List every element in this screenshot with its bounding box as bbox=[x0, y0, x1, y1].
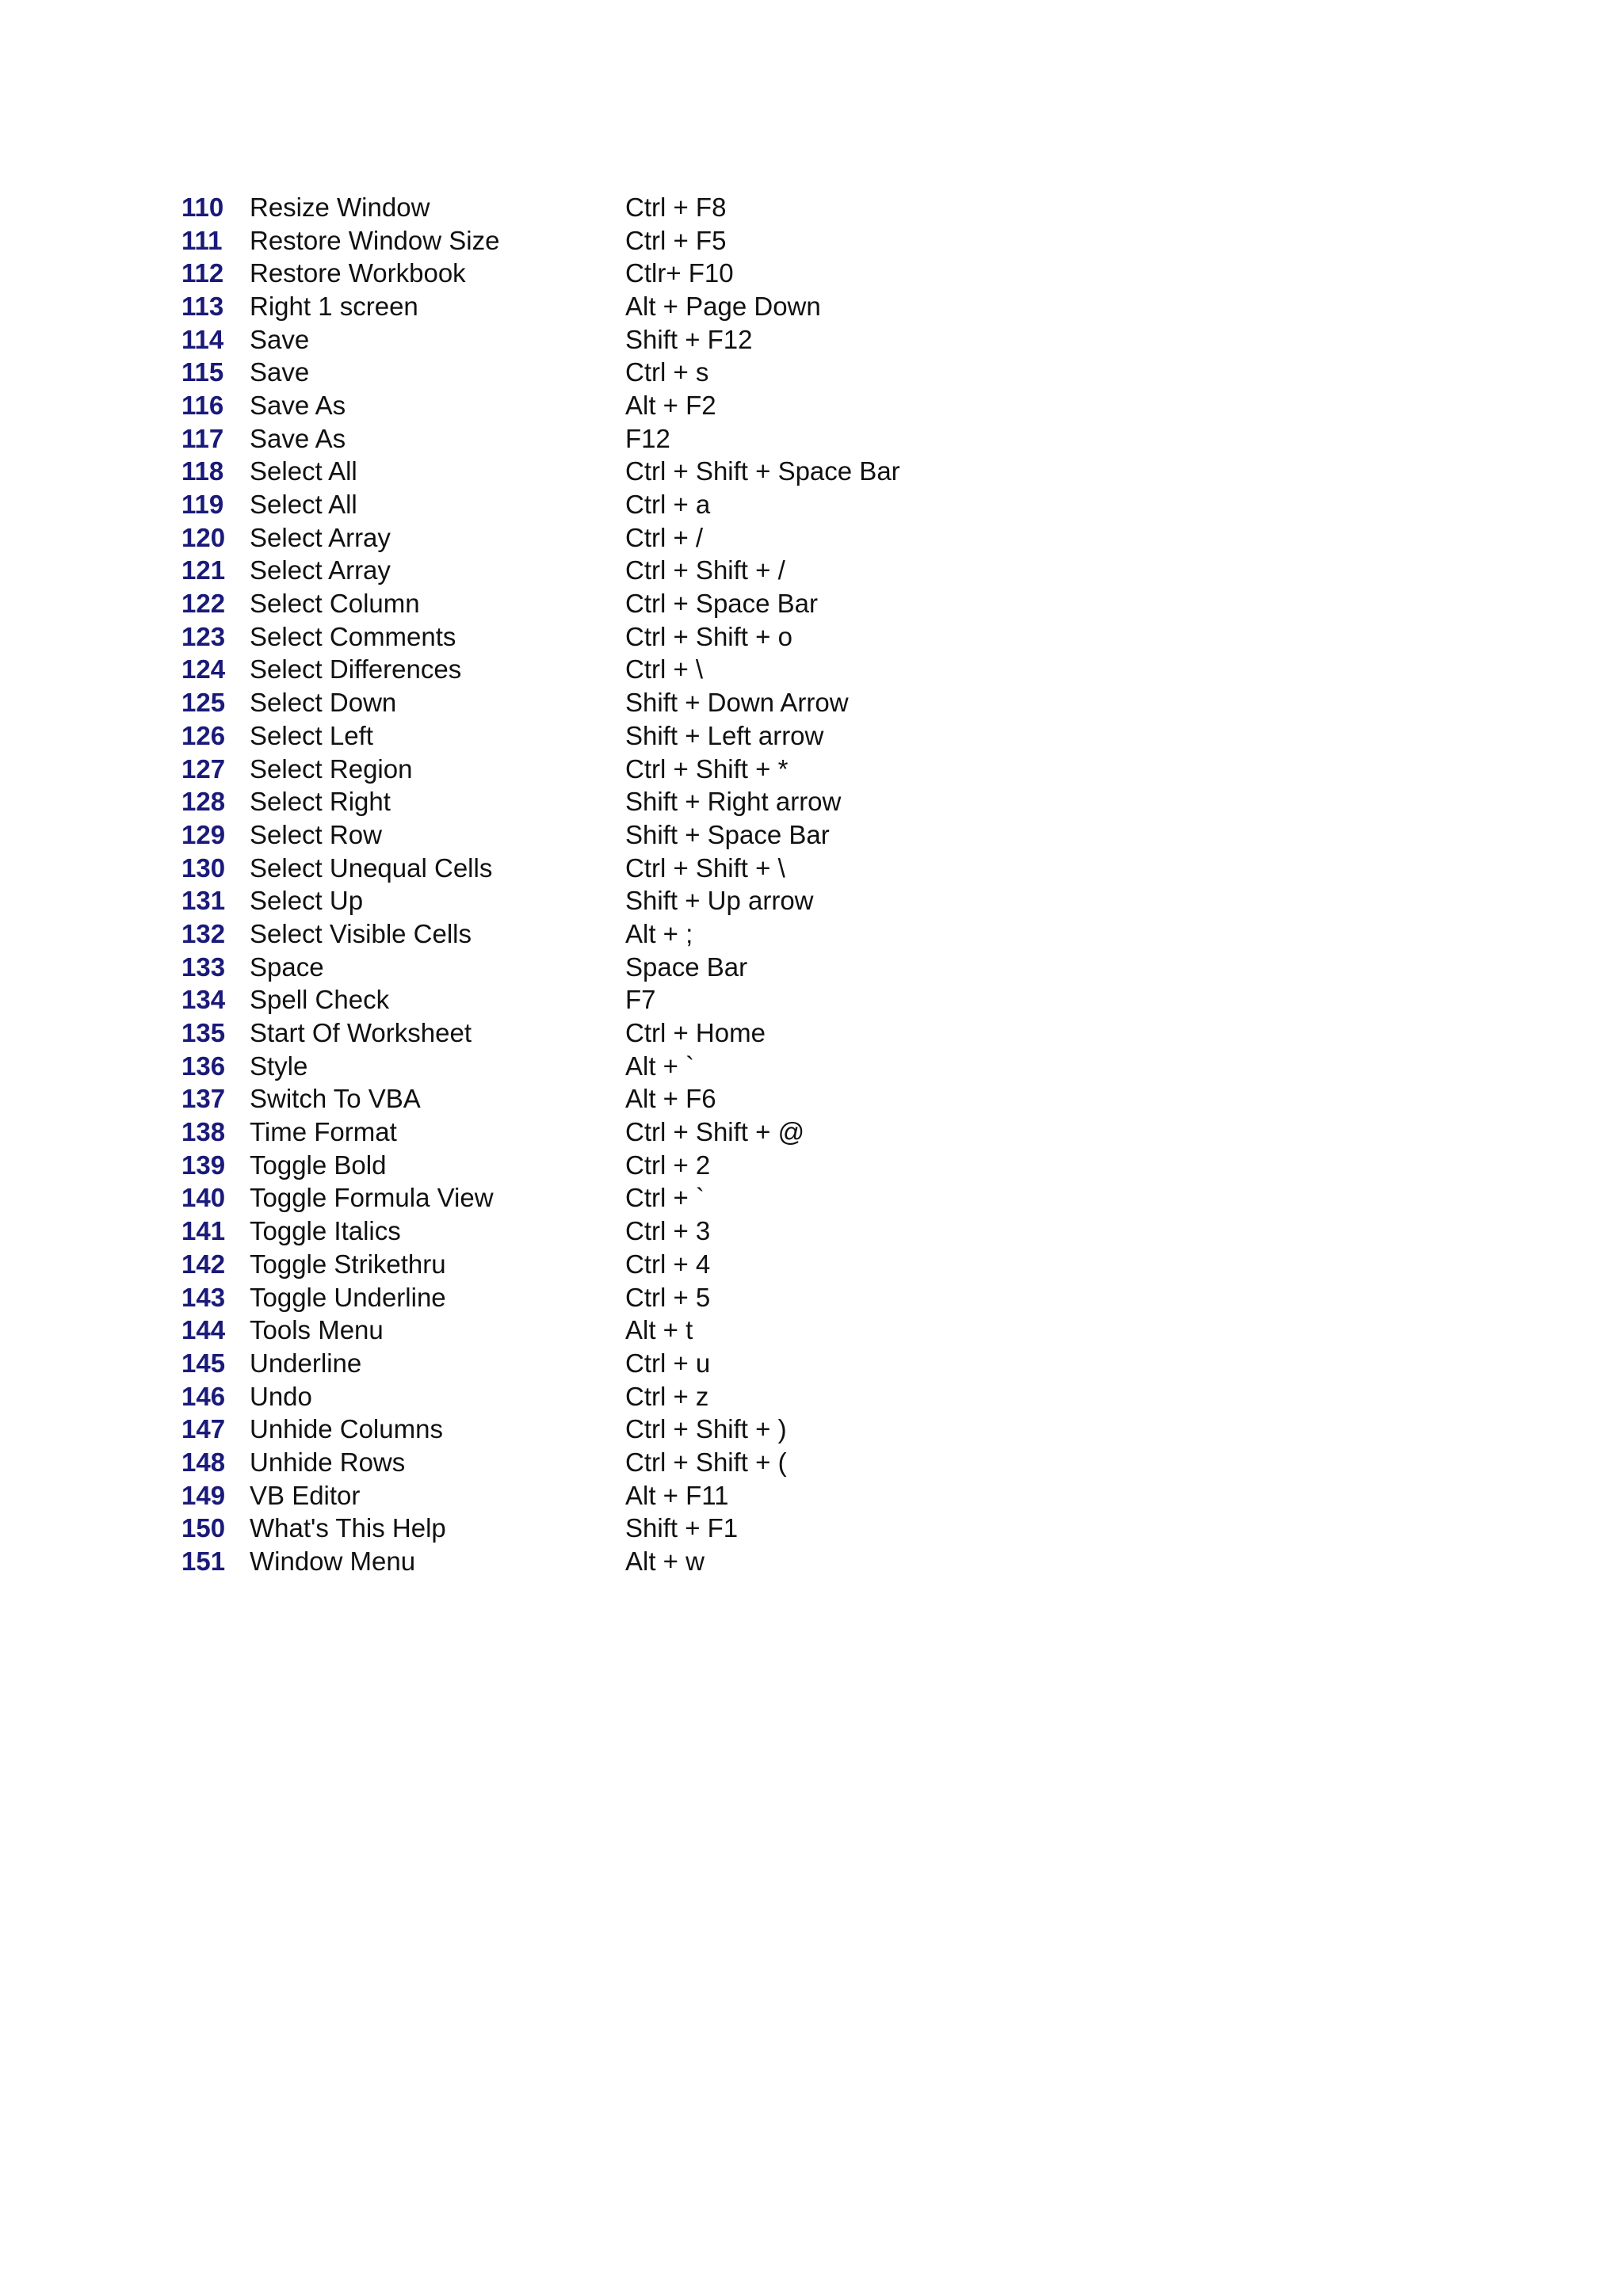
shortcut-action: Select Visible Cells bbox=[250, 918, 472, 948]
shortcut-keys: Ctrl + 4 bbox=[625, 1249, 711, 1279]
shortcut-keys: Shift + Up arrow bbox=[625, 886, 814, 916]
list-item bbox=[181, 620, 1370, 654]
shortcut-number: 142 bbox=[181, 1249, 226, 1279]
list-item bbox=[181, 917, 1370, 951]
shortcut-keys: Ctrl + Shift + / bbox=[625, 555, 785, 585]
shortcut-number: 144 bbox=[181, 1315, 226, 1345]
shortcut-keys: Shift + Left arrow bbox=[625, 720, 824, 750]
shortcut-keys: Ctrl + Shift + * bbox=[625, 753, 789, 784]
list-item bbox=[181, 323, 1370, 357]
list-item bbox=[181, 1347, 1370, 1380]
shortcut-keys: Alt + ` bbox=[625, 1051, 695, 1081]
shortcut-list bbox=[181, 191, 1370, 1578]
shortcut-number: 113 bbox=[181, 291, 224, 321]
list-item bbox=[181, 191, 1370, 224]
list-item bbox=[181, 587, 1370, 620]
list-item bbox=[181, 1314, 1370, 1347]
shortcut-number: 139 bbox=[181, 1150, 226, 1180]
shortcut-number: 122 bbox=[181, 589, 226, 619]
shortcut-number: 112 bbox=[181, 258, 224, 288]
shortcut-keys: Alt + F6 bbox=[625, 1084, 716, 1114]
shortcut-number: 125 bbox=[181, 688, 226, 718]
shortcut-action: Save bbox=[250, 357, 310, 387]
shortcut-keys: Alt + ; bbox=[625, 918, 693, 948]
list-item bbox=[181, 1479, 1370, 1512]
shortcut-number: 111 bbox=[181, 225, 223, 255]
shortcut-action: Select Array bbox=[250, 555, 391, 585]
shortcut-number: 137 bbox=[181, 1084, 226, 1114]
shortcut-number: 124 bbox=[181, 654, 226, 685]
shortcut-action: Unhide Columns bbox=[250, 1414, 443, 1444]
shortcut-action: Toggle Italics bbox=[250, 1216, 401, 1246]
shortcut-keys: Alt + F2 bbox=[625, 390, 716, 420]
list-item bbox=[181, 224, 1370, 257]
list-item bbox=[181, 555, 1370, 588]
shortcut-number: 123 bbox=[181, 621, 226, 651]
list-item bbox=[181, 488, 1370, 521]
list-item bbox=[181, 257, 1370, 290]
shortcut-action: Restore Workbook bbox=[250, 258, 466, 288]
list-item bbox=[181, 1413, 1370, 1446]
shortcut-action: Select Array bbox=[250, 522, 391, 552]
shortcut-keys: Ctrl + \ bbox=[625, 654, 704, 685]
shortcut-number: 126 bbox=[181, 720, 226, 750]
shortcut-action: Right 1 screen bbox=[250, 291, 418, 321]
shortcut-keys: Ctrl + 5 bbox=[625, 1282, 711, 1312]
shortcut-action: Time Format bbox=[250, 1117, 397, 1147]
shortcut-number: 140 bbox=[181, 1183, 226, 1213]
shortcut-keys: Ctrl + Shift + Space Bar bbox=[625, 456, 900, 486]
shortcut-keys: Ctlr+ F10 bbox=[625, 258, 734, 288]
shortcut-keys: Ctrl + / bbox=[625, 522, 704, 552]
shortcut-action: Style bbox=[250, 1051, 308, 1081]
shortcut-action: Save As bbox=[250, 390, 346, 420]
shortcut-number: 116 bbox=[181, 390, 224, 420]
shortcut-action: Select All bbox=[250, 456, 357, 486]
shortcut-keys: Shift + F12 bbox=[625, 324, 753, 354]
shortcut-keys: Shift + F1 bbox=[625, 1513, 739, 1543]
list-item bbox=[181, 1050, 1370, 1083]
shortcut-keys: Ctrl + F5 bbox=[625, 225, 727, 255]
shortcut-action: Toggle Underline bbox=[250, 1282, 446, 1312]
list-item bbox=[181, 654, 1370, 687]
list-item bbox=[181, 1149, 1370, 1182]
shortcut-action: What's This Help bbox=[250, 1513, 446, 1543]
shortcut-number: 114 bbox=[181, 324, 224, 354]
list-item bbox=[181, 1380, 1370, 1413]
list-item bbox=[181, 753, 1370, 786]
shortcut-action: Window Menu bbox=[250, 1547, 416, 1577]
shortcut-number: 146 bbox=[181, 1381, 226, 1411]
list-item bbox=[181, 1116, 1370, 1149]
shortcut-keys: Ctrl + Shift + @ bbox=[625, 1117, 805, 1147]
shortcut-keys: Ctrl + Home bbox=[625, 1018, 766, 1048]
shortcut-action: Select Region bbox=[250, 753, 413, 784]
shortcut-keys: Ctrl + Shift + \ bbox=[625, 852, 785, 883]
shortcut-keys: Shift + Space Bar bbox=[625, 819, 830, 849]
shortcut-number: 143 bbox=[181, 1282, 226, 1312]
shortcut-action: Toggle Strikethru bbox=[250, 1249, 446, 1279]
shortcut-number: 132 bbox=[181, 918, 226, 948]
shortcut-number: 141 bbox=[181, 1216, 226, 1246]
shortcut-action: Select Down bbox=[250, 688, 397, 718]
shortcut-keys: Ctrl + Shift + o bbox=[625, 621, 792, 651]
shortcut-keys: Ctrl + ` bbox=[625, 1183, 705, 1213]
shortcut-number: 119 bbox=[181, 490, 224, 520]
shortcut-keys: Space Bar bbox=[625, 952, 748, 982]
list-item bbox=[181, 1248, 1370, 1281]
shortcut-action: Select Row bbox=[250, 819, 382, 849]
shortcut-action: Restore Window Size bbox=[250, 225, 500, 255]
list-item bbox=[181, 1083, 1370, 1116]
shortcut-number: 138 bbox=[181, 1117, 226, 1147]
shortcut-keys: Alt + Page Down bbox=[625, 291, 821, 321]
shortcut-number: 127 bbox=[181, 753, 226, 784]
list-item bbox=[181, 852, 1370, 885]
list-item bbox=[181, 389, 1370, 422]
shortcut-action: VB Editor bbox=[250, 1480, 361, 1510]
shortcut-keys: Ctrl + F8 bbox=[625, 192, 727, 222]
shortcut-number: 130 bbox=[181, 852, 226, 883]
shortcut-number: 150 bbox=[181, 1513, 226, 1543]
shortcut-keys: Alt + F11 bbox=[625, 1480, 729, 1510]
list-item bbox=[181, 984, 1370, 1017]
shortcut-keys: Ctrl + Shift + ( bbox=[625, 1447, 787, 1477]
shortcut-number: 145 bbox=[181, 1348, 226, 1378]
shortcut-action: Select Left bbox=[250, 720, 373, 750]
shortcut-action: Select Up bbox=[250, 886, 364, 916]
shortcut-keys: Ctrl + Space Bar bbox=[625, 589, 819, 619]
shortcut-number: 151 bbox=[181, 1547, 226, 1577]
shortcut-action: Tools Menu bbox=[250, 1315, 384, 1345]
list-item bbox=[181, 1545, 1370, 1578]
list-item bbox=[181, 456, 1370, 489]
list-item bbox=[181, 951, 1370, 984]
list-item bbox=[181, 356, 1370, 389]
shortcut-keys: Shift + Down Arrow bbox=[625, 688, 849, 718]
shortcut-action: Spell Check bbox=[250, 985, 390, 1015]
list-item bbox=[181, 884, 1370, 917]
shortcut-keys: Alt + t bbox=[625, 1315, 693, 1345]
shortcut-action: Resize Window bbox=[250, 192, 430, 222]
shortcut-keys: Ctrl + z bbox=[625, 1381, 709, 1411]
shortcut-number: 117 bbox=[181, 423, 224, 453]
shortcut-action: Save bbox=[250, 324, 310, 354]
shortcut-keys: F12 bbox=[625, 423, 670, 453]
list-item bbox=[181, 1215, 1370, 1248]
shortcut-number: 120 bbox=[181, 522, 226, 552]
shortcut-action: Select Unequal Cells bbox=[250, 852, 493, 883]
shortcut-action: Select Column bbox=[250, 589, 420, 619]
shortcut-keys: Ctrl + a bbox=[625, 490, 711, 520]
shortcut-number: 134 bbox=[181, 985, 226, 1015]
shortcut-number: 148 bbox=[181, 1447, 226, 1477]
shortcut-action: Switch To VBA bbox=[250, 1084, 421, 1114]
shortcut-keys: Alt + w bbox=[625, 1547, 705, 1577]
shortcut-number: 131 bbox=[181, 886, 226, 916]
list-item bbox=[181, 1512, 1370, 1546]
shortcut-number: 118 bbox=[181, 456, 224, 486]
shortcut-number: 149 bbox=[181, 1480, 226, 1510]
list-item bbox=[181, 818, 1370, 852]
shortcut-action: Undo bbox=[250, 1381, 312, 1411]
shortcut-action: Select Right bbox=[250, 787, 391, 817]
shortcut-number: 115 bbox=[181, 357, 224, 387]
shortcut-number: 110 bbox=[181, 192, 224, 222]
shortcut-action: Space bbox=[250, 952, 324, 982]
shortcut-keys: F7 bbox=[625, 985, 656, 1015]
shortcut-keys: Ctrl + 2 bbox=[625, 1150, 711, 1180]
list-item bbox=[181, 686, 1370, 719]
shortcut-action: Underline bbox=[250, 1348, 362, 1378]
shortcut-action: Save As bbox=[250, 423, 346, 453]
shortcut-number: 135 bbox=[181, 1018, 226, 1048]
shortcut-action: Start Of Worksheet bbox=[250, 1018, 472, 1048]
shortcut-keys: Ctrl + s bbox=[625, 357, 709, 387]
list-item bbox=[181, 785, 1370, 818]
list-item bbox=[181, 1182, 1370, 1215]
shortcut-action: Select Comments bbox=[250, 621, 456, 651]
list-item bbox=[181, 422, 1370, 456]
shortcut-number: 121 bbox=[181, 555, 226, 585]
shortcut-action: Toggle Formula View bbox=[250, 1183, 494, 1213]
shortcut-number: 136 bbox=[181, 1051, 226, 1081]
shortcut-number: 128 bbox=[181, 787, 226, 817]
list-item bbox=[181, 1446, 1370, 1479]
shortcut-keys: Ctrl + u bbox=[625, 1348, 711, 1378]
shortcut-keys: Ctrl + Shift + ) bbox=[625, 1414, 787, 1444]
shortcut-number: 147 bbox=[181, 1414, 226, 1444]
shortcut-action: Toggle Bold bbox=[250, 1150, 387, 1180]
shortcut-action: Select All bbox=[250, 490, 357, 520]
list-item bbox=[181, 521, 1370, 555]
shortcut-keys: Shift + Right arrow bbox=[625, 787, 842, 817]
shortcut-keys: Ctrl + 3 bbox=[625, 1216, 711, 1246]
list-item bbox=[181, 1016, 1370, 1050]
shortcut-action: Unhide Rows bbox=[250, 1447, 406, 1477]
list-item bbox=[181, 1281, 1370, 1314]
shortcut-number: 133 bbox=[181, 952, 226, 982]
shortcut-action: Select Differences bbox=[250, 654, 462, 685]
list-item bbox=[181, 719, 1370, 753]
shortcut-number: 129 bbox=[181, 819, 226, 849]
list-item bbox=[181, 290, 1370, 323]
